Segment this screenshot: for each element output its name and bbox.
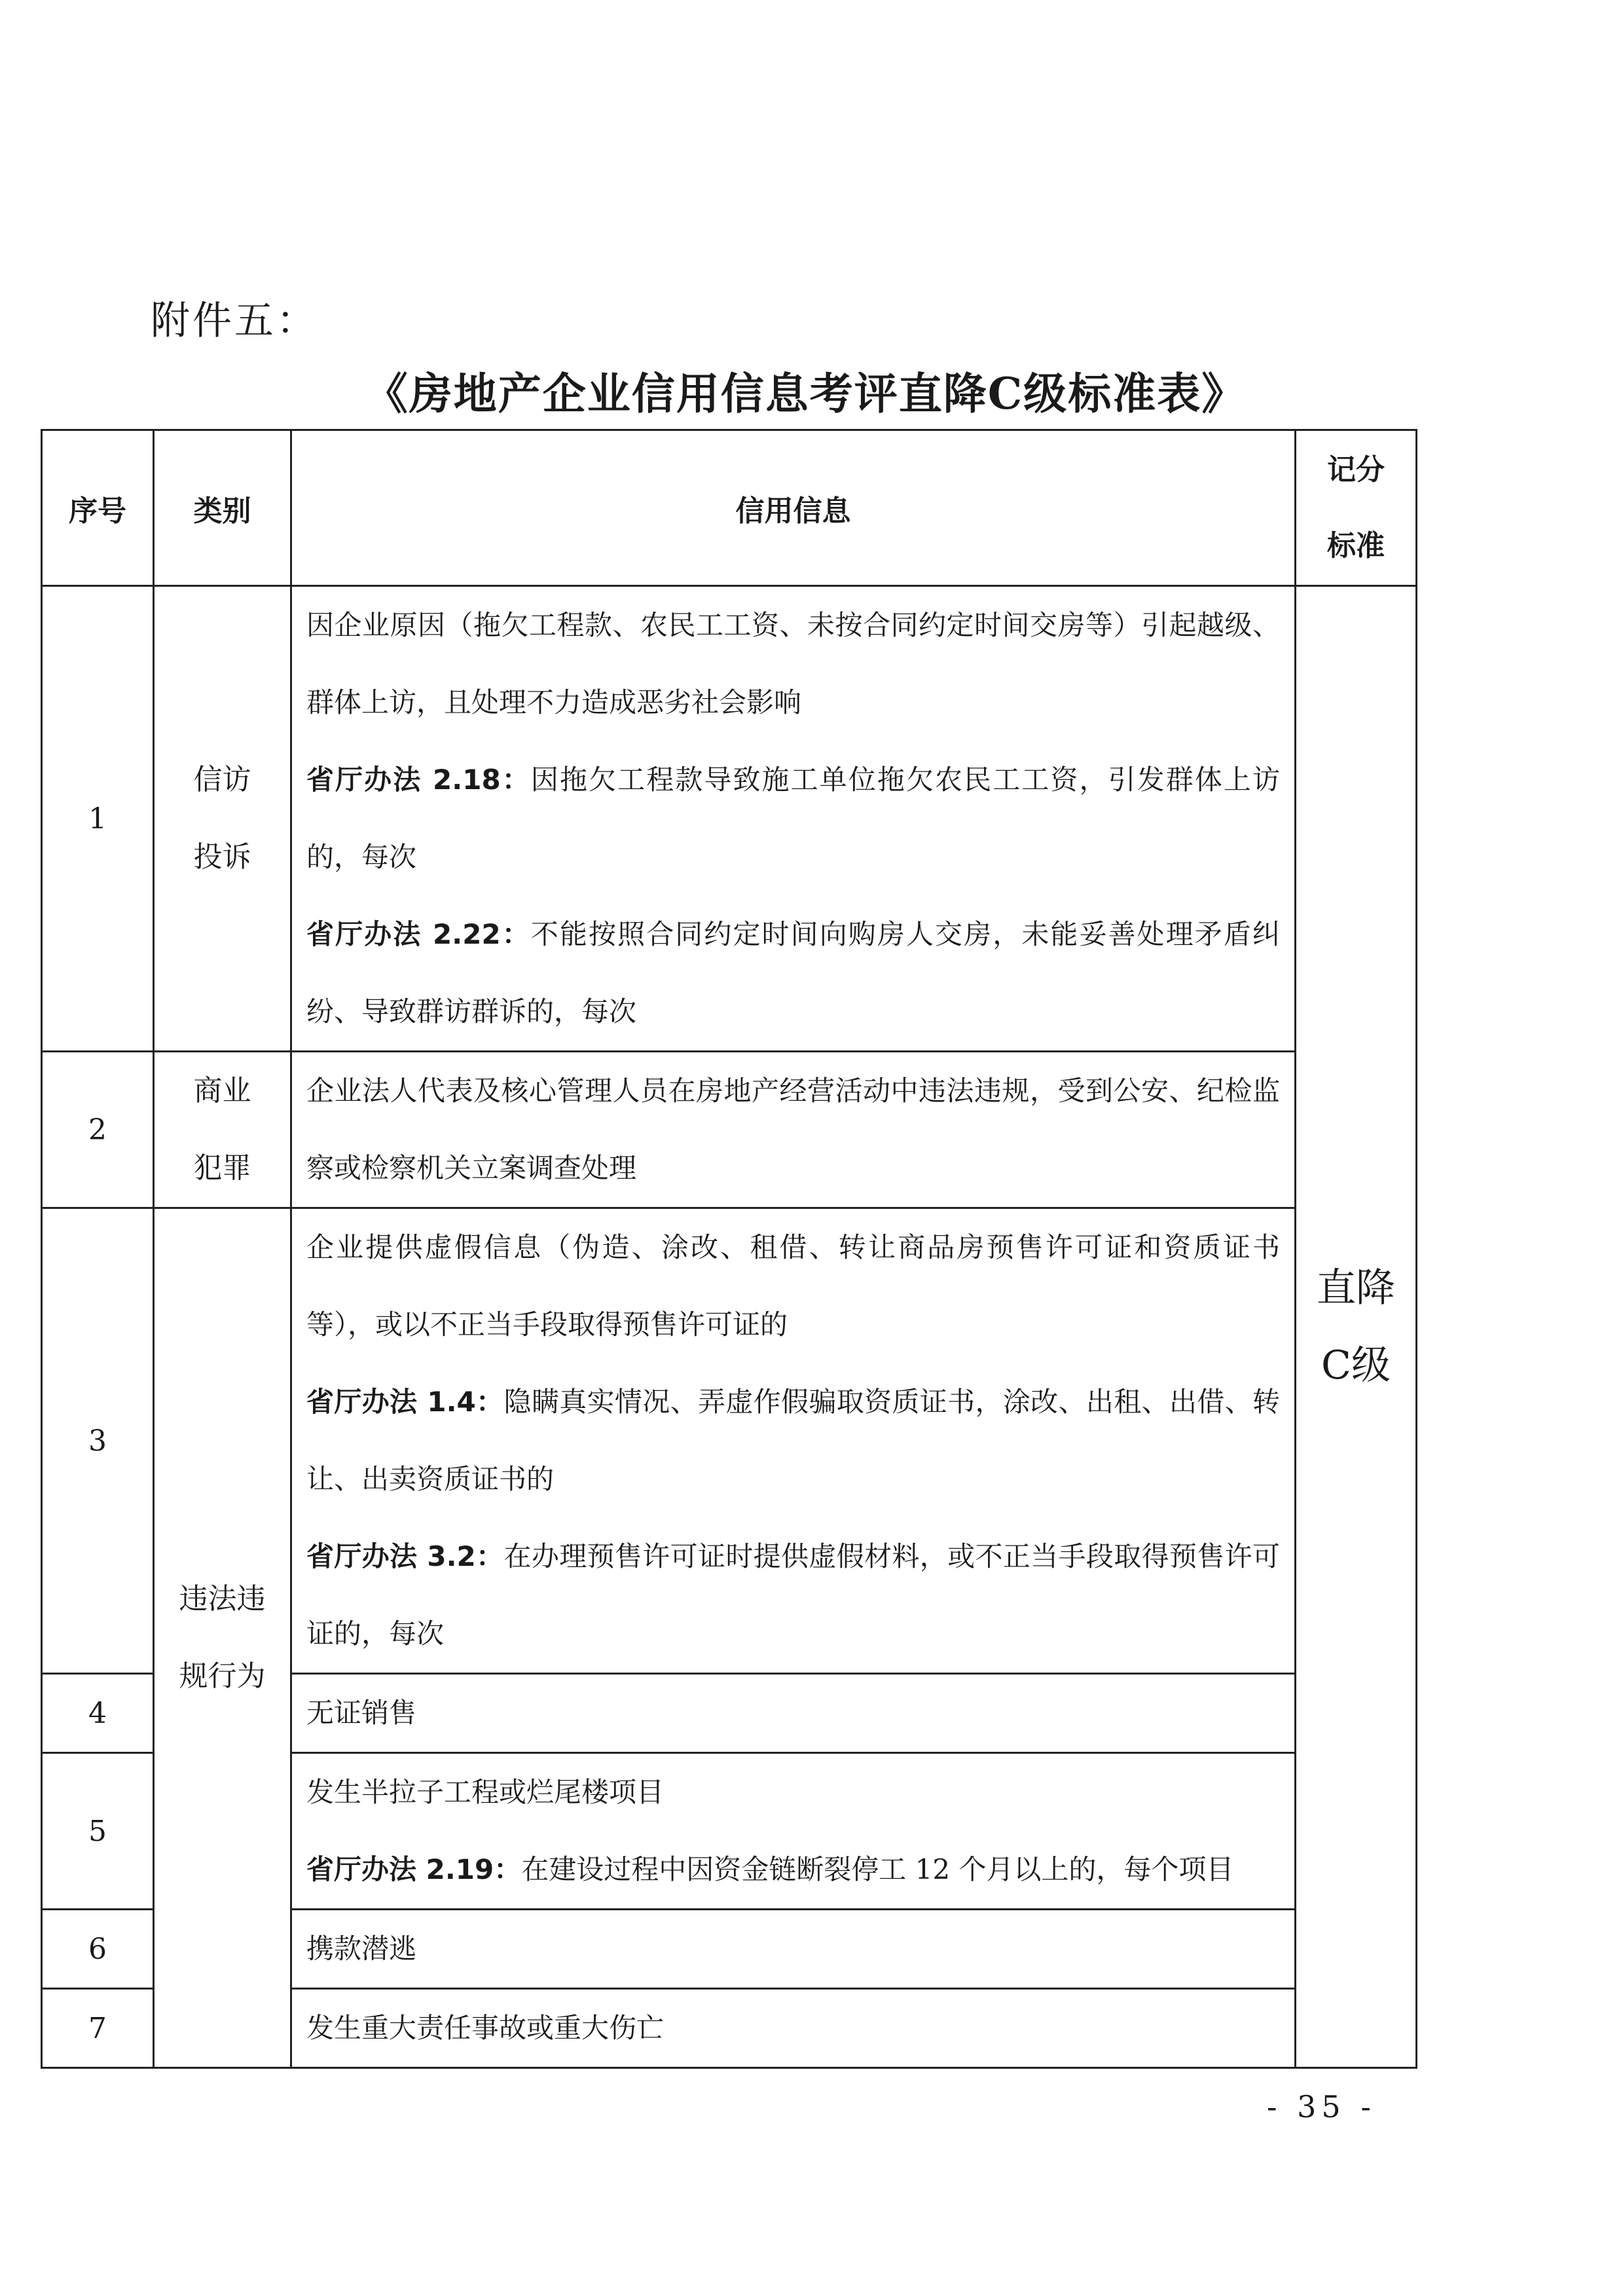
row-number: 1 [42,586,154,1052]
category-line1: 违法违 [179,1582,266,1616]
info-cell [291,586,1296,1052]
info-main: 发生半拉子工程或烂尾楼项目 [306,1776,665,1808]
rule-ref: 省厅办法 3.2： [306,1540,504,1572]
row-number: 2 [42,1052,154,1208]
category-cell [154,1208,291,2068]
header-no: 序号 [42,430,154,586]
category-line2: 规行为 [179,1659,266,1693]
category-line2: 投诉 [193,840,251,874]
row-number: 5 [42,1753,154,1910]
row-number: 3 [42,1208,154,1674]
info-rule [306,741,1280,896]
category-line2: 犯罪 [193,1151,251,1185]
info-cell [291,1052,1296,1208]
rule-text: 隐瞒真实情况、弄虚作假骗取资质证书，涂改、出租、出借、转让、出卖资质证书的 [306,1386,1280,1495]
document-title: 《房地产企业信用信息考评直降C级标准表》 [364,368,1247,419]
rule-text: 在办理预售许可证时提供虚假材料，或不正当手段取得预售许可证的，每次 [306,1540,1280,1650]
rule-ref: 省厅办法 2.18： [306,764,531,796]
score-cell [1296,586,1417,2068]
header-info: 信用信息 [291,430,1296,586]
info-rule [306,1518,1280,1673]
table-row [42,1208,1417,1674]
category-cell [154,586,291,1052]
info-main: 企业法人代表及核心管理人员在房地产经营活动中违法违规，受到公安、纪检监察或检察机关立案调查处理 [306,1075,1280,1184]
info-cell [291,1753,1296,1910]
info-cell [291,1674,1296,1753]
rule-text: 在建设过程中因资金链断裂停工 12 个月以上的，每个项目 [521,1853,1234,1885]
rule-ref: 省厅办法 2.22： [306,918,531,950]
row-number: 6 [42,1910,154,1989]
row-number: 7 [42,1989,154,2068]
info-main: 企业提供虚假信息（伪造、涂改、租借、转让商品房预售许可证和资质证书等），或以不正当手段取得预售许可证的 [306,1231,1280,1341]
credit-standard-table [41,429,1417,2069]
rule-ref: 省厅办法 1.4： [306,1386,504,1418]
page-number: - 35 - [1267,2089,1376,2124]
category-line1: 信访 [193,763,251,796]
info-main: 无证销售 [306,1697,417,1729]
info-rule [306,1363,1280,1518]
category-cell [154,1052,291,1208]
info-main: 携款潜逃 [306,1933,417,1965]
info-rule [306,896,1280,1050]
table-row [42,1052,1417,1208]
header-score [1296,430,1417,586]
score-line2: C级 [1321,1342,1391,1388]
info-cell [291,1208,1296,1674]
info-main: 发生重大责任事故或重大伤亡 [306,2012,665,2044]
info-cell [291,1910,1296,1989]
score-line1: 直降 [1317,1265,1395,1311]
header-score-line1: 记分 [1327,453,1385,487]
info-main: 因企业原因（拖欠工程款、农民工工资、未按合同约定时间交房等）引起越级、群体上访，且处理不力造成恶劣社会影响 [306,609,1280,718]
table-row [42,586,1417,1052]
rule-text: 不能按照合同约定时间向购房人交房，未能妥善处理矛盾纠纷、导致群访群诉的，每次 [306,918,1280,1028]
attachment-label: 附件五： [151,298,318,344]
rule-text: 因拖欠工程款导致施工单位拖欠农民工工资，引发群体上访的，每次 [306,764,1280,873]
info-cell [291,1989,1296,2068]
rule-ref: 省厅办法 2.19： [306,1853,522,1885]
header-category: 类别 [154,430,291,586]
category-line1: 商业 [193,1074,251,1107]
header-score-line2: 标准 [1327,528,1385,563]
row-number: 4 [42,1674,154,1753]
table-header-row [42,430,1417,586]
info-rule [306,1831,1280,1908]
